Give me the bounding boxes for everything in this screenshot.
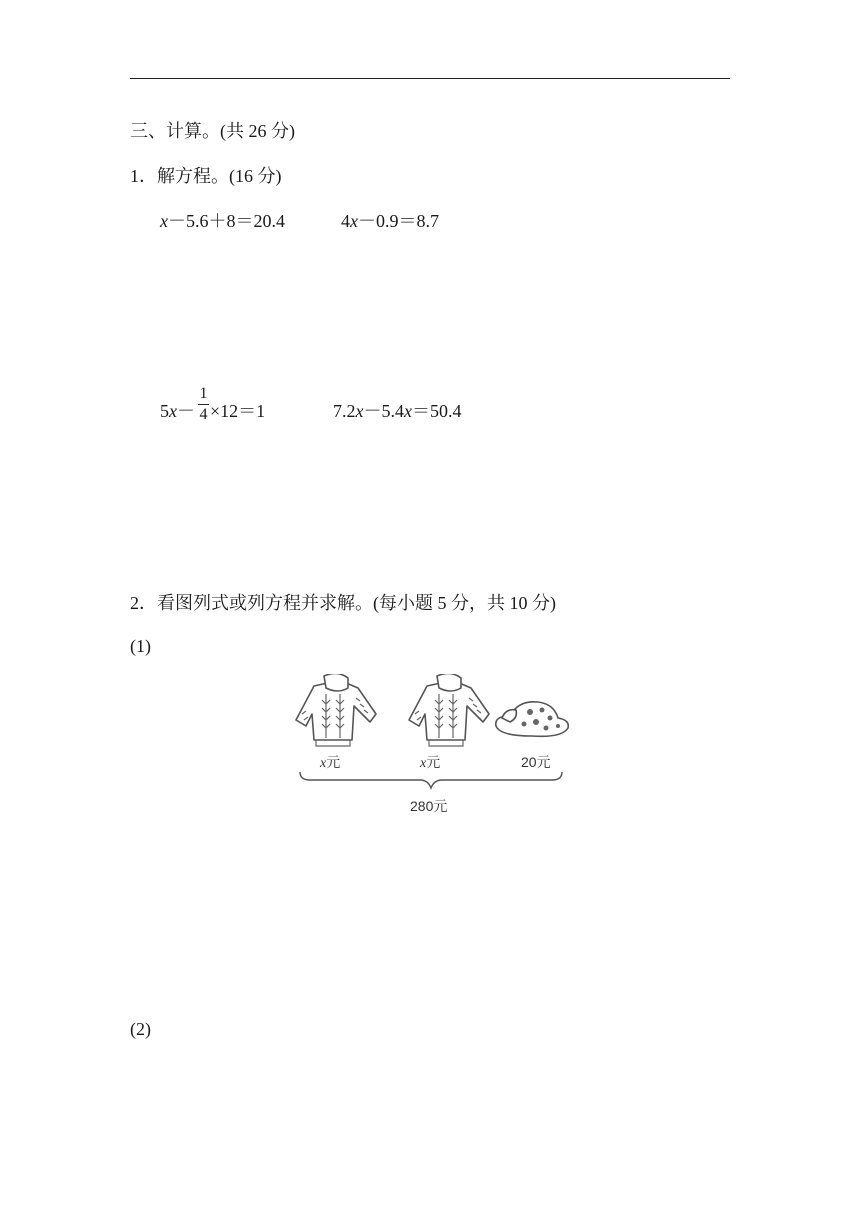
equation-c-left <box>160 397 195 423</box>
question-1-title: 1．解方程。(16 分) <box>130 166 282 186</box>
hat-price: 20元 <box>521 754 551 770</box>
equation-c-minus: － <box>177 401 195 421</box>
sweater-icon <box>292 674 380 750</box>
fraction-numerator: 1 <box>199 385 208 402</box>
total-price: 280元 <box>410 798 448 814</box>
equation-b-coef: 4 <box>341 211 350 231</box>
sweater-1-price: x元 <box>320 754 341 771</box>
equation-a <box>160 207 285 233</box>
equation-d <box>333 397 462 423</box>
equation-d-var1: x <box>355 401 364 421</box>
subquestion-1-label: (1) <box>130 636 151 656</box>
fraction-bar <box>198 404 209 405</box>
total-brace <box>298 770 564 792</box>
equation-b <box>341 207 439 233</box>
equation-a-var: x <box>160 211 168 231</box>
sweater-2-price: x元 <box>420 754 441 771</box>
section-title: 三、计算。(共 26 分) <box>130 121 295 141</box>
equation-d-coef1: 7.2 <box>333 401 356 421</box>
equation-c-fraction <box>198 386 209 423</box>
equation-a-rest: －5.6＋8＝20.4 <box>168 211 285 231</box>
equation-d-mid: －5.4 <box>363 401 404 421</box>
equation-c-coef: 5 <box>160 401 169 421</box>
question-2-title: 2．看图列式或列方程并求解。(每小题 5 分，共 10 分) <box>130 593 556 613</box>
top-rule <box>130 78 730 79</box>
hat-icon <box>492 694 572 740</box>
equation-d-rest: ＝50.4 <box>412 401 462 421</box>
sweater-icon <box>405 674 493 750</box>
equation-b-rest: －0.9＝8.7 <box>358 211 439 231</box>
fraction-denominator: 4 <box>199 406 208 423</box>
equation-c-right: ×12＝1 <box>210 401 266 421</box>
subquestion-2-label: (2) <box>130 1019 151 1039</box>
equation-b-var: x <box>350 211 358 231</box>
equation-d-var2: x <box>404 401 412 421</box>
equation-c-var: x <box>169 401 177 421</box>
